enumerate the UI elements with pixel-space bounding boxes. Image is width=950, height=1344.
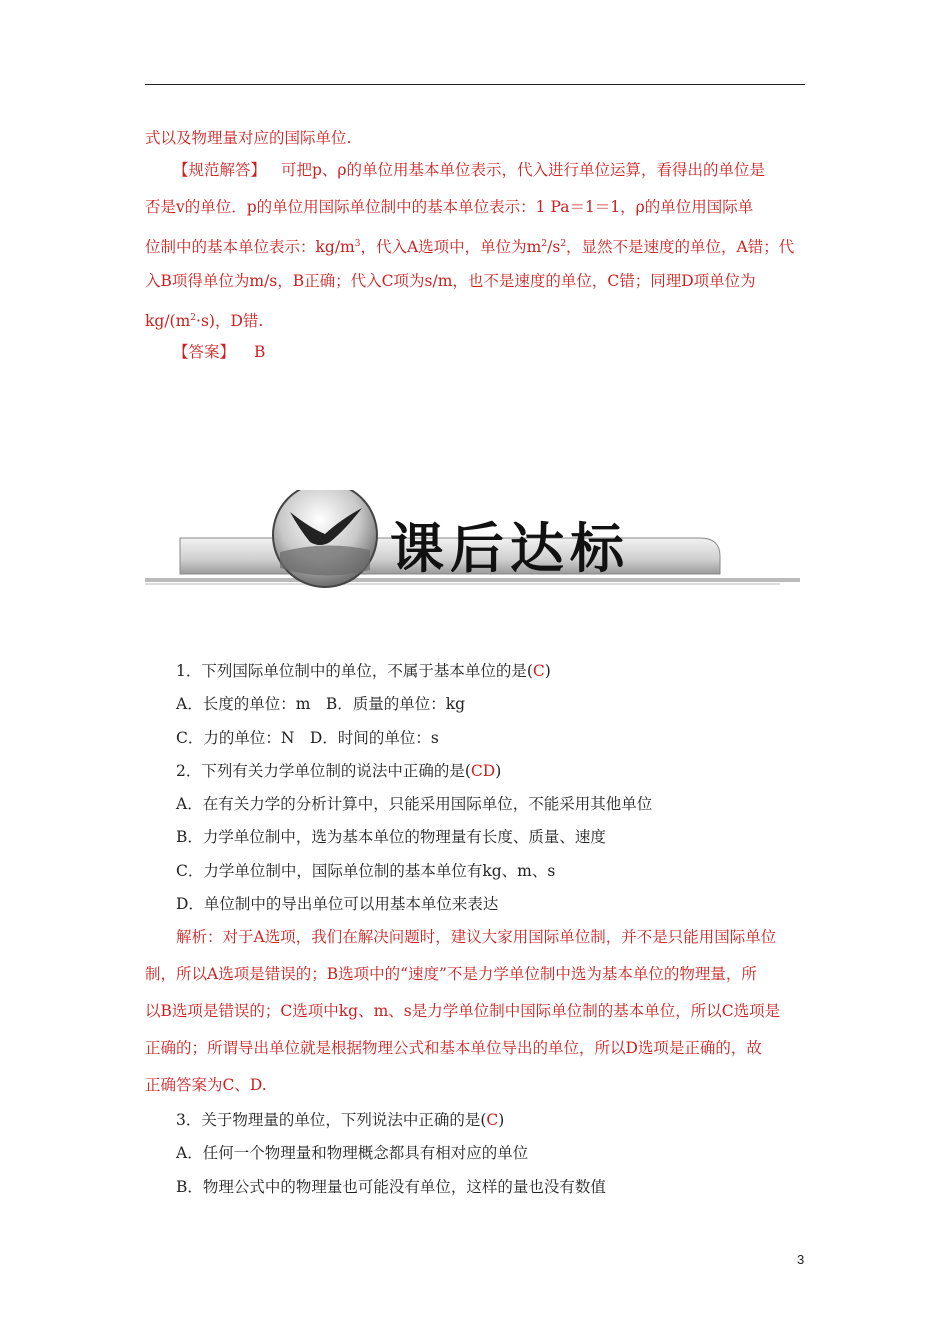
q2-explanation-5: 正确答案为C、D.: [145, 1076, 267, 1094]
solution-line-3: 否是v的单位．p的单位用国际单位制中的基本单位表示：1 Pa＝1＝1，ρ的单位用国际单: [145, 198, 754, 216]
solution-line-5: 入B项得单位为m/s，B正确；代入C项为s/m，也不是速度的单位，C错；同理D项单位为: [145, 272, 756, 290]
solution-line-1: 式以及物理量对应的国际单位.: [145, 129, 352, 147]
answer-line: [173, 342, 265, 362]
q1-options-ab: A．长度的单位：m B．质量的单位：kg: [176, 695, 466, 713]
answer-value: B: [253, 343, 266, 361]
solution-line-4: 位制中的基本单位表示：$kg/m^3$，代入A选项中，单位为$m^2/s^2$，显然不是速度的单位，A错；代: [145, 238, 795, 256]
q1-stem: 1．下列国际单位制中的单位，不属于基本单位的是(C): [176, 662, 551, 680]
q2-explanation-3: 以B选项是错误的；C选项中kg、m、s是力学单位制中国际单位制的基本单位，所以C选项是: [145, 1002, 781, 1020]
solution-line-6: $kg/(m^2\cdot s)$，D错.: [145, 312, 264, 330]
solution-line-2: 【规范解答】 可把p、ρ的单位用基本单位表示，代入进行单位运算，看得出的单位是: [173, 161, 765, 179]
header-rule: [145, 84, 805, 85]
page-number: 3: [797, 1252, 805, 1267]
section-title: 课后达标: [390, 516, 630, 580]
q2-stem: 2．下列有关力学单位制的说法中正确的是(CD): [176, 762, 502, 780]
q2-explanation-4: 正确的；所谓导出单位就是根据物理公式和基本单位导出的单位，所以D选项是正确的，故: [145, 1039, 762, 1057]
q3-option-a: A．任何一个物理量和物理概念都具有相对应的单位: [176, 1144, 529, 1162]
q2-option-a: A．在有关力学的分析计算中，只能采用国际单位，不能采用其他单位: [176, 795, 653, 813]
q1-options-cd: C．力的单位：N D．时间的单位：s: [176, 729, 439, 747]
q2-explanation-1: 解析：对于A选项，我们在解决问题时，建议大家用国际单位制，并不是只能用国际单位: [176, 928, 777, 946]
solution-label: 【规范解答】: [173, 161, 267, 179]
q2-option-d: D．单位制中的导出单位可以用基本单位来表达: [176, 895, 499, 913]
q3-stem: 3．关于物理量的单位，下列说法中正确的是(C): [176, 1111, 505, 1129]
q2-option-b: B．力学单位制中，选为基本单位的物理量有长度、质量、速度: [176, 828, 606, 846]
answer-label: 【答案】: [173, 343, 236, 361]
q2-explanation-2: 制，所以A选项是错误的；B选项中的“速度”不是力学单位制中选为基本单位的物理量，所: [145, 965, 757, 983]
q2-option-c: C．力学单位制中，国际单位制的基本单位有kg、m、s: [176, 862, 556, 880]
q3-option-b: B．物理公式中的物理量也可能没有单位，这样的量也没有数值: [176, 1178, 606, 1196]
